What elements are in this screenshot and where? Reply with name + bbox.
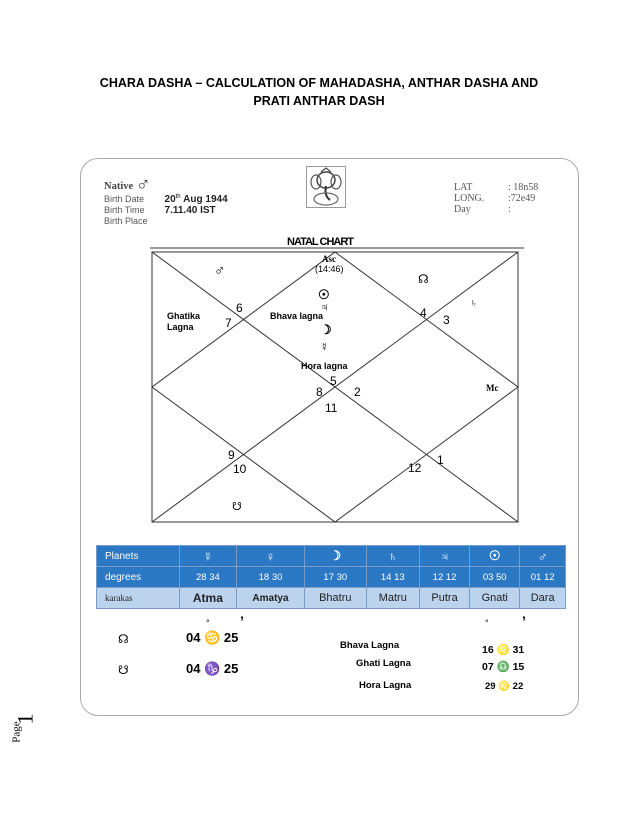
sun-glyph-icon: ☉	[318, 287, 330, 302]
rahu-node-icon: ☊	[118, 632, 129, 646]
house-12: 12	[408, 461, 422, 475]
native-label: Native	[104, 181, 134, 192]
ghatika-lagna-label	[167, 311, 200, 333]
house-1: 1	[437, 453, 444, 467]
venus-header-icon: ♀	[236, 546, 304, 567]
karaka-cell: Gnati	[470, 588, 520, 609]
ketu-node-value: 04 ♑ 25	[186, 661, 239, 676]
house-9: 9	[228, 448, 235, 462]
house-2: 2	[354, 385, 361, 399]
karaka-cell: Bhatru	[305, 588, 366, 609]
saturn-header-icon: ♄	[366, 546, 420, 567]
house-7: 7	[225, 316, 232, 330]
degree-cell: 03 50	[470, 567, 520, 588]
saturn-glyph-icon: ♄	[470, 298, 478, 309]
long-label: LONG.	[454, 193, 485, 204]
degree-cell: 14 13	[366, 567, 420, 588]
native-mars-symbol: ♂	[135, 174, 151, 196]
house-6: 6	[236, 301, 243, 315]
karakas-row	[97, 588, 566, 609]
node-min-mark: ’	[240, 613, 244, 629]
node-deg-mark: °	[206, 618, 210, 628]
degree-cell: 17 30	[305, 567, 366, 588]
sun-header-icon: ☉	[470, 546, 520, 567]
degree-cell: 12 12	[420, 567, 470, 588]
ghatika-label-line1: Ghatika	[167, 311, 201, 321]
mars-header-icon: ♂	[520, 546, 566, 567]
ketu-glyph-icon: ☋	[232, 501, 242, 513]
asc-value: (14:46)	[315, 264, 344, 274]
birth-time-value: 7.11.40 IST	[164, 205, 216, 216]
mars-glyph-icon: ♂	[214, 262, 226, 279]
title-line-1: CHARA DASHA – CALCULATION OF MAHADASHA, ANTHAR DASHA AND	[99, 76, 539, 90]
mercury-glyph-icon: ☿	[320, 340, 329, 354]
natal-chart-title: NATAL CHART	[287, 236, 353, 248]
page-number: 1	[12, 713, 38, 725]
house-11: 11	[325, 401, 338, 415]
birth-date-day: 20	[164, 194, 176, 205]
rahu-glyph-icon: ☊	[418, 272, 429, 286]
ghatika-label-line2: Lagna	[167, 322, 194, 332]
karakas-label: karakas	[97, 588, 180, 609]
lagna-deg-mark: °	[485, 618, 489, 628]
birth-date-rest: Aug 1944	[183, 194, 228, 205]
lagna-min-mark: ’	[522, 613, 526, 629]
degree-cell: 28 34	[179, 567, 236, 588]
planets-header-row	[97, 546, 566, 567]
asc-label: Asc	[322, 254, 336, 264]
birth-time-label: Birth Time	[104, 205, 145, 215]
long-value: :72e49	[508, 193, 536, 204]
karaka-cell: Atma	[179, 588, 236, 609]
hora-lagna-label: Hora lagna	[301, 361, 348, 371]
ghati-lagna-row-value: 07 ♎ 15	[482, 661, 525, 673]
bhava-lagna-label: Bhava lagna	[270, 311, 324, 321]
birth-date-suffix: th	[175, 194, 181, 200]
lat-label: LAT	[454, 182, 473, 193]
day-label: Day	[454, 204, 471, 215]
hora-lagna-row-label: Hora Lagna	[359, 680, 412, 691]
title-line-2: PRATI ANTHAR DASH	[253, 94, 385, 108]
hora-lagna-row-value: 29 ♌ 22	[485, 681, 524, 692]
degrees-label: degrees	[97, 567, 180, 588]
house-4: 4	[420, 306, 427, 320]
degree-cell: 01 12	[520, 567, 566, 588]
day-value: :	[508, 204, 511, 215]
jupiter-glyph-icon: ♃	[320, 300, 329, 314]
mc-label: Mc	[486, 383, 499, 393]
karaka-cell: Putra	[420, 588, 470, 609]
ghati-lagna-row-label: Ghati Lagna	[356, 658, 411, 669]
karaka-cell: Matru	[366, 588, 420, 609]
bhava-lagna-row-value: 16 ♌ 31	[482, 644, 525, 656]
house-10: 10	[233, 462, 247, 476]
birth-date-label: Birth Date	[104, 194, 145, 204]
planets-table	[96, 545, 566, 609]
birth-place-label: Birth Place	[104, 216, 148, 226]
house-3: 3	[443, 313, 450, 327]
mercury-header-icon: ☿	[179, 546, 236, 567]
house-8: 8	[316, 385, 323, 399]
lat-value: : 18n58	[508, 182, 539, 193]
karaka-cell: Dara	[520, 588, 566, 609]
bhava-lagna-row-label: Bhava Lagna	[340, 640, 400, 651]
planets-label: Planets	[97, 546, 180, 567]
degree-cell: 18 30	[236, 567, 304, 588]
moon-glyph-icon: ☽	[320, 322, 332, 337]
house-5: 5	[330, 374, 337, 388]
moon-header-icon: ☽	[305, 546, 366, 567]
rahu-node-value: 04 ♋ 25	[186, 630, 239, 645]
ketu-node-icon: ☋	[118, 663, 129, 677]
degrees-row	[97, 567, 566, 588]
karaka-cell: Amatya	[236, 588, 304, 609]
jupiter-header-icon: ♃	[420, 546, 470, 567]
page-label: Page	[10, 721, 23, 743]
